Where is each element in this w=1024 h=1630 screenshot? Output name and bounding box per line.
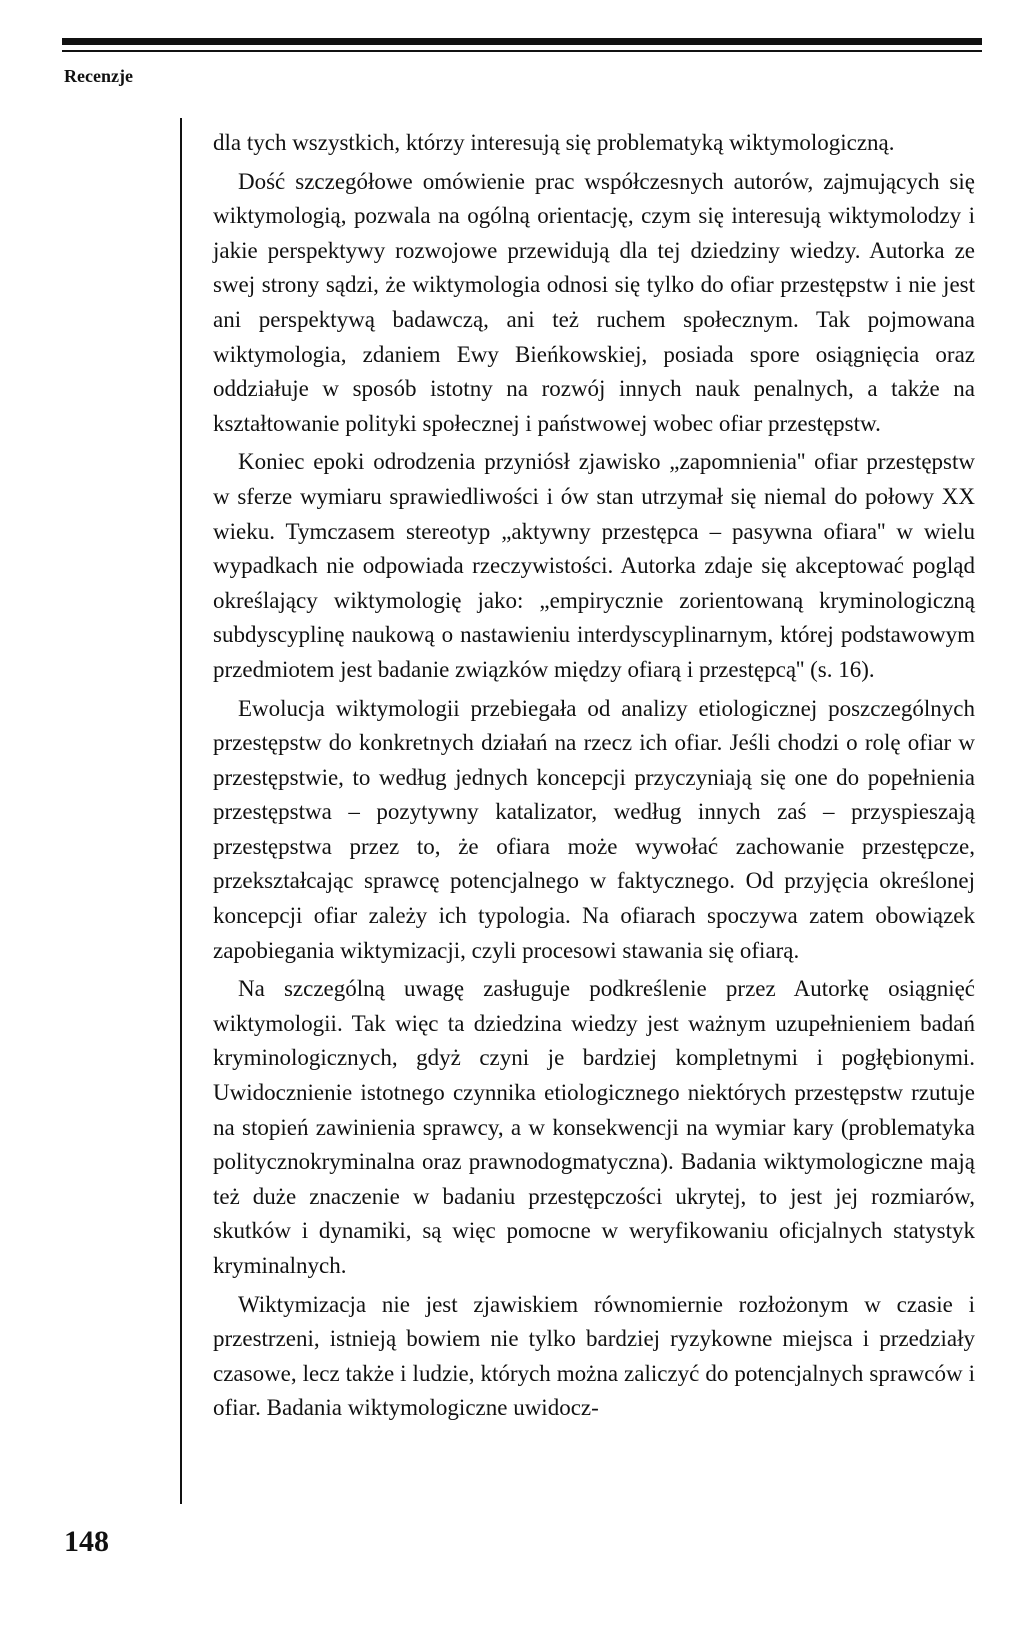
paragraph-6: Wiktymizacja nie jest zjawiskiem równomiernie rozłożonym w czasie i przestrzeni, istnieją bowiem nie tylko bardziej ryzykowne miejsca i przedziały czasowe, lecz także i ludzie, których można zaliczyć do potencjalnych sprawców i ofiar. Badania wiktymologiczne uwidocz- bbox=[213, 1291, 975, 1421]
header-rule-thick bbox=[62, 38, 982, 45]
header-rule-thin bbox=[62, 50, 982, 52]
paragraph-1: dla tych wszystkich, którzy interesują się problematyką wiktymologiczną. bbox=[213, 130, 895, 155]
paragraph-3: Koniec epoki odrodzenia przyniósł zjawisko „zapomnienia'' ofiar przestępstw w sferze wymiaru sprawiedliwości i ów stan utrzymał się niemal do połowy XX wieku. Tymczasem stereotyp „aktywny przestępca – pasywna ofiara'' w wielu wypadkach nie odpowiada rzeczywistości. Autorka zdaje się akceptować pogląd określający wiktymologię jako: „empirycznie zorientowaną kryminologiczną subdyscyplinę naukową o nastawieniu interdyscyplinarnym, której podstawowym przedmiotem jest badanie związków między ofiarą i przestępcą'' (s. 16). bbox=[213, 449, 975, 682]
paragraph-4: Ewolucja wiktymologii przebiegała od analizy etiologicznej poszczególnych przestępstw do konkretnych działań na rzecz ich ofiar. Jeśli chodzi o rolę ofiar w przestępstwie, to według jednych koncepcji przyczyniają się one do popełnienia przestępstwa – pozytywny katalizator, według innych zaś – przyspieszają przestępstwa przez to, że ofiara może wywołać zachowanie przestępcze, przekształcając sprawcę potencjalnego w faktycznego. Od przyjęcia określonej koncepcji ofiar zależy ich typologia. Na ofiarach spoczywa zatem obowiązek zapobiegania wiktymizacji, czyli procesowi stawania się ofiarą. bbox=[213, 695, 975, 963]
running-header-section: Recenzje bbox=[64, 66, 133, 86]
page-number: 148 bbox=[64, 1525, 109, 1558]
paragraph-5: Na szczególną uwagę zasługuje podkreślenie przez Autorkę osiągnięć wiktymologii. Tak więc ta dziedzina wiedzy jest ważnym uzupełnieniem badań kryminologicznych, gdyż czyni je bardziej kompletnymi i pogłębionymi. Uwidocznienie istotnego czynnika etiologicznego niektórych przestępstw rzutuje na stopień zawinienia sprawcy, a w konsekwencji na wymiar kary (problematyka politycznokryminalna oraz prawnodogmatyczna). Badania wiktymologiczne mają też duże znaczenie w badaniu przestępczości ukrytej, to jest jej rozmiarów, skutków i dynamiki, są więc pomocne w weryfikowaniu oficjalnych statystyk kryminalnych. bbox=[213, 976, 975, 1278]
margin-rule bbox=[180, 118, 182, 1504]
article-body bbox=[213, 126, 975, 1430]
paragraph-2: Dość szczegółowe omówienie prac współczesnych autorów, zajmujących się wiktymologią, pozwala na ogólną orientację, czym się interesują wiktymolodzy i jakie perspektywy rozwojowe przewidują dla tej dziedziny wiedzy. Autorka ze swej strony sądzi, że wiktymologia odnosi się tylko do ofiar przestępstw i nie jest ani perspektywą badawczą, ani też ruchem społecznym. Tak pojmowana wiktymologia, zdaniem Ewy Bieńkowskiej, posiada spore osiągnięcia oraz oddziałuje w sposób istotny na rozwój innych nauk penalnych, a także na kształtowanie polityki społecznej i państwowej wobec ofiar przestępstw. bbox=[213, 168, 975, 436]
